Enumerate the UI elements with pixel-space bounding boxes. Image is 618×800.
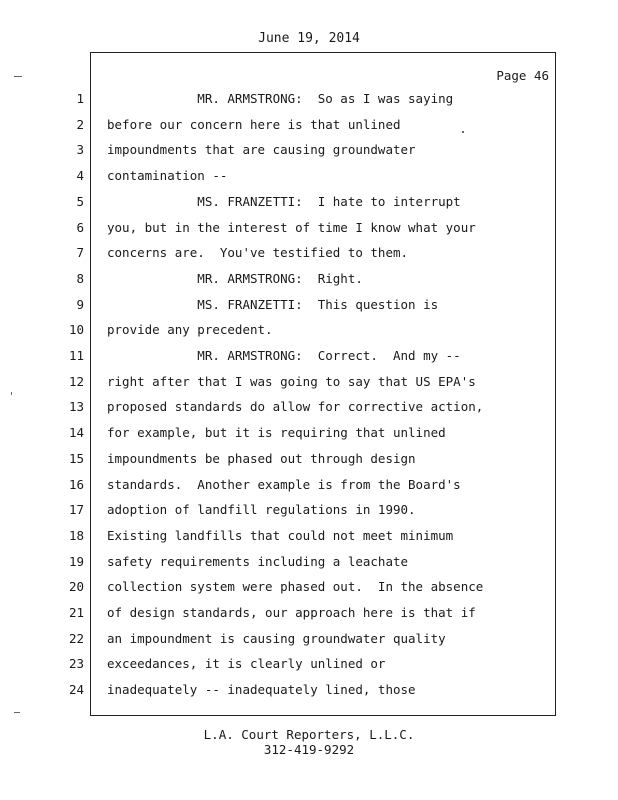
line-number: 2 (76, 117, 84, 132)
transcript-line: impoundments that are causing groundwater (107, 142, 416, 157)
page-header-date: June 19, 2014 (258, 31, 360, 46)
scan-speck (14, 712, 20, 713)
transcript-line: concerns are. You've testified to them. (107, 245, 409, 260)
line-number: 18 (68, 528, 84, 543)
line-number: 12 (68, 374, 84, 389)
transcript-line: you, but in the interest of time I know what your (107, 220, 476, 235)
line-number: 20 (68, 579, 84, 594)
line-number: 23 (68, 656, 84, 671)
transcript-line: provide any precedent. (107, 322, 273, 337)
transcript-line: adoption of landfill regulations in 1990. (107, 502, 416, 517)
transcript-line: of design standards, our approach here is that if (107, 605, 476, 620)
transcript-line: inadequately -- inadequately lined, those (107, 682, 416, 697)
line-number: 17 (68, 502, 84, 517)
line-number: 19 (68, 554, 84, 569)
transcript-line: MS. FRANZETTI: I hate to interrupt (107, 194, 461, 209)
line-number: 6 (76, 220, 84, 235)
transcript-line: standards. Another example is from the Board's (107, 477, 461, 492)
line-number: 1 (76, 91, 84, 106)
transcript-line: contamination -- (107, 168, 228, 183)
transcript-line: Existing landfills that could not meet minimum (107, 528, 454, 543)
line-number: 21 (68, 605, 84, 620)
transcript-line: exceedances, it is clearly unlined or (107, 656, 386, 671)
transcript-line: an impoundment is causing groundwater quality (107, 631, 446, 646)
line-number: 7 (76, 245, 84, 260)
scan-speck (462, 131, 464, 133)
line-number: 9 (76, 297, 84, 312)
transcript-line: collection system were phased out. In the absence (107, 579, 484, 594)
footer-company: L.A. Court Reporters, L.L.C. (203, 727, 415, 742)
transcript-line: before our concern here is that unlined (107, 117, 401, 132)
line-number: 14 (68, 425, 84, 440)
transcript-line: right after that I was going to say that US EPA's (107, 374, 476, 389)
transcript-line: MS. FRANZETTI: This question is (107, 297, 439, 312)
line-number: 16 (68, 477, 84, 492)
line-number: 8 (76, 271, 84, 286)
scan-speck (11, 392, 12, 395)
transcript-line: impoundments be phased out through design (107, 451, 416, 466)
line-number: 3 (76, 142, 84, 157)
transcript-line: proposed standards do allow for corrective action, (107, 399, 484, 414)
transcript-line: MR. ARMSTRONG: So as I was saying (107, 91, 454, 106)
line-number: 22 (68, 631, 84, 646)
footer-phone: 312-419-9292 (263, 742, 355, 757)
line-number: 5 (76, 194, 84, 209)
line-number: 24 (68, 682, 84, 697)
line-number: 15 (68, 451, 84, 466)
scan-speck (14, 76, 22, 77)
line-number: 4 (76, 168, 84, 183)
transcript-line: for example, but it is requiring that unlined (107, 425, 446, 440)
line-number: 11 (68, 348, 84, 363)
transcript-line: safety requirements including a leachate (107, 554, 409, 569)
line-number: 13 (68, 399, 84, 414)
line-number: 10 (68, 322, 84, 337)
transcript-line: MR. ARMSTRONG: Right. (107, 271, 363, 286)
page-number: Page 46 (496, 68, 549, 83)
transcript-line: MR. ARMSTRONG: Correct. And my -- (107, 348, 461, 363)
